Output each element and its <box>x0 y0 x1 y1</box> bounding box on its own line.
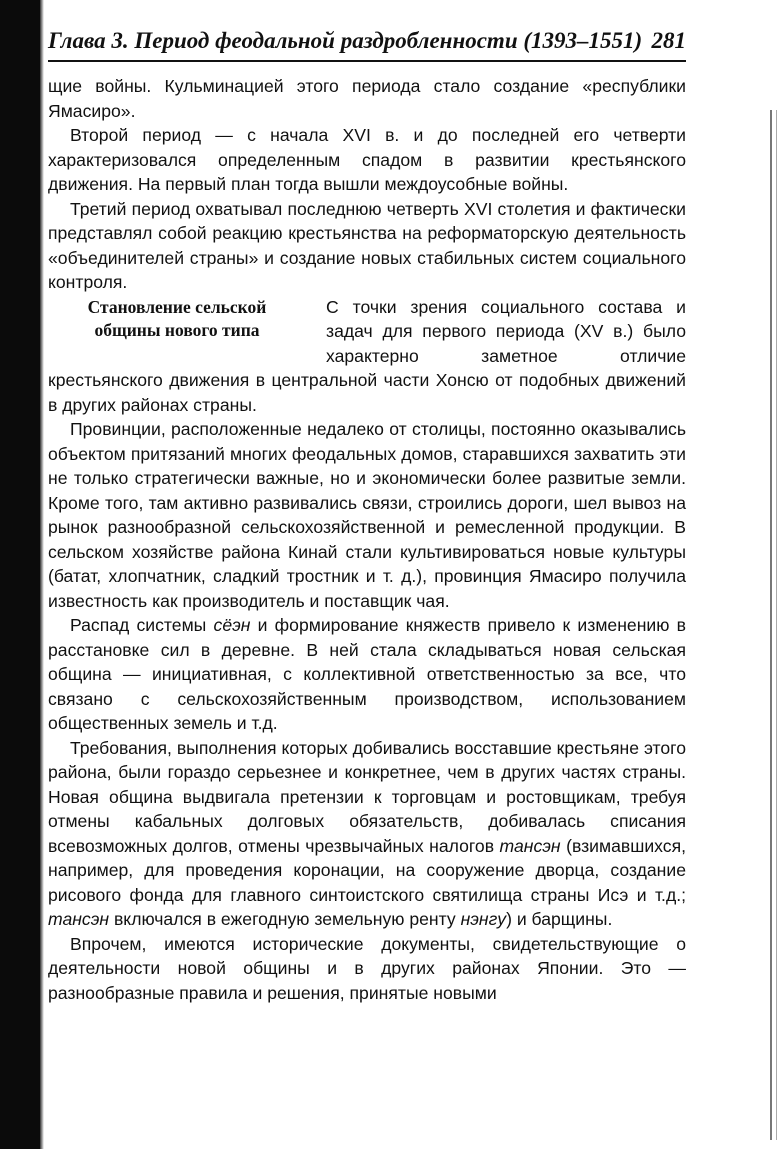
paragraph-6-part-a: Распад системы <box>70 615 214 635</box>
paragraph-6-part-b: и формирование княжеств привело к изменению в расстановке сил в деревне. В ней стала складываться новая сельская община — инициативная, с коллективной ответственностью за все, что связано с сельскохозяйственным производством, использованием общественных земель и т.д. <box>48 615 686 733</box>
chapter-title: Глава 3. Период феодальной раздробленности (1393–1551) <box>48 28 643 53</box>
term-tansen-2: тансэн <box>48 909 110 929</box>
paragraph-4: С точки зрения социального состава и задач для первого периода (XV в.) было характерно заметное отличие крестьянского движения в центральной части Хонсю от подобных движений в других районах страны. <box>48 296 686 415</box>
paragraph-7 <box>48 736 686 932</box>
body-text <box>48 74 686 1005</box>
term-shoen: сёэн <box>213 615 251 635</box>
section-heading-line-2: общины нового типа <box>94 319 260 340</box>
section-heading-line-1: Становление сельской <box>87 296 267 317</box>
paragraph-5: Провинции, расположенные недалеко от столицы, постоянно оказывались объектом притязаний многих феодальных домов, старавшихся захватить эти не только стратегически важные, но и экономически более развитые земли. Кроме того, там активно развивались связи, строились дороги, шел вывоз на рынок разнообразной сельскохозяйственной и ремесленной продукции. В сельском хозяйстве района Кинай стали культивироваться новые культуры (батат, хлопчатник, сладкий тростник и т. д.), провинция Ямасиро получила известность как производитель и поставщик чая. <box>48 419 686 611</box>
paragraph-8: Впрочем, имеются исторические документы, свидетельствующие о деятельности новой общины и в других районах Японии. Это — разнообразные правила и решения, принятые новыми <box>48 933 686 1003</box>
spine-edge-gradient <box>40 0 44 1149</box>
paragraph-7-part-b: (взимавшихся, например, для проведения коронации, на сооружение дворца, создание рисового фонда для главного синтоистского святилища страны Исэ и т.д.; <box>48 835 686 905</box>
right-margin-line-secondary <box>776 110 777 1140</box>
term-nengu: нэнгу <box>460 909 507 929</box>
paragraph-7-part-d: ) и барщины. <box>506 909 613 929</box>
section-heading <box>48 296 306 342</box>
running-header <box>48 28 686 62</box>
paragraph-7-part-c: включался в ежегодную земельную ренту <box>109 909 461 929</box>
page-number: 281 <box>651 28 686 53</box>
term-tansen-1: тансэн <box>499 835 561 856</box>
paragraph-7-part-a: Требования, выполнения которых добивались восставшие крестьяне этого района, были гораздо серьезнее и конкретнее, чем в других частях страны. Новая община выдвигала претензии к торговцам и ростовщикам, требуя отмены кабальных долговых обязательств, добивалась списания всевозможных долгов, отмены чрезвычайных налогов <box>48 737 686 856</box>
paragraph-6 <box>48 613 686 736</box>
right-margin-line <box>770 110 772 1140</box>
paragraph-2: Второй период — с начала XVI в. и до последней его четверти характеризовался определенным спадом в развитии крестьянского движения. На первый план тогда вышли междоусобные войны. <box>48 125 686 194</box>
book-page <box>48 28 686 1005</box>
paragraph-1: щие войны. Кульминацией этого периода стало создание «республики Ямасиро». <box>48 76 686 121</box>
paragraph-3: Третий период охватывал последнюю четверть XVI столетия и фактически представлял собой реакцию крестьянства на реформаторскую деятельность «объединителей страны» и создание новых стабильных систем социального контроля. <box>48 198 686 292</box>
book-spine-shadow <box>0 0 40 1149</box>
